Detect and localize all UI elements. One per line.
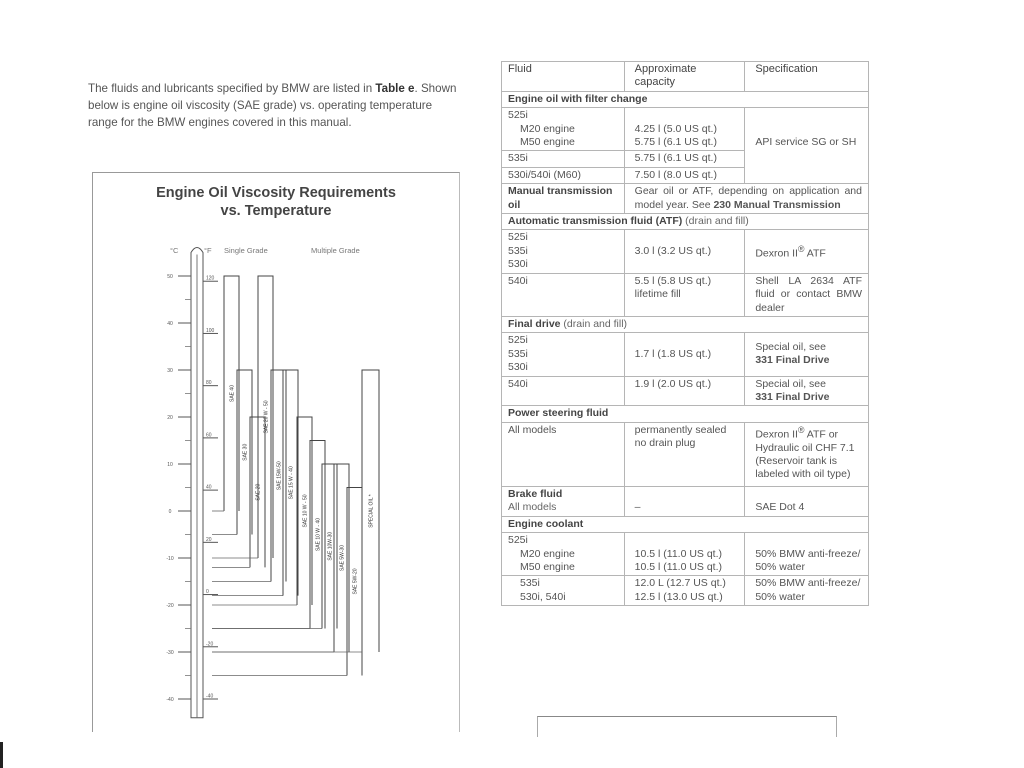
model-label: 535i [520, 577, 540, 590]
section-brake-fluid [502, 486, 869, 516]
celsius-tick-label: 50 [167, 274, 173, 280]
section-title: Engine coolant [502, 516, 869, 532]
table-row [502, 576, 869, 606]
celsius-tick-label: 0 [168, 509, 172, 515]
fluids-table [501, 61, 869, 606]
manual-reference: 230 Manual Transmission [713, 198, 841, 211]
spec-value: Dexron II [755, 428, 798, 441]
model-label: 525i 535i 530i [502, 230, 625, 273]
section-power-steering [502, 406, 869, 422]
table-row [502, 376, 869, 406]
single-grade-label: Single Grade [224, 246, 268, 255]
model-label: All models [502, 422, 625, 486]
grade-label: SAE 10W-30 [327, 531, 334, 561]
table-row [502, 533, 869, 576]
fahrenheit-tick-label: 120 [206, 275, 215, 282]
spec-value: Shell LA 2634 ATF fluid or contact BMW dealer [745, 273, 869, 316]
capacity-value: 5.5 l (5.8 US qt.) lifetime fill [624, 273, 745, 316]
next-table-edge [537, 716, 837, 737]
grade-label: SAE 20 W - 50 [263, 400, 270, 434]
model-label: 540i [502, 273, 625, 316]
fahrenheit-tick-label: -20 [206, 641, 214, 648]
spec-value: API service SG or SH [755, 136, 857, 149]
capacity-value: 10.5 l (11.0 US qt.) [634, 560, 723, 573]
section-title: Manual transmission oil [502, 184, 625, 214]
header-fluid: Fluid [502, 62, 625, 92]
table-row [502, 273, 869, 316]
fahrenheit-tick-label: 0 [206, 589, 209, 596]
model-label: 525i [508, 534, 528, 547]
engine-label: M20 engine [520, 547, 575, 560]
grade-label: SAE 15 W - 40 [288, 466, 295, 500]
model-label: 530i, 540i [520, 590, 566, 603]
section-title: Final drive [508, 317, 561, 330]
section-title: Power steering fluid [502, 406, 869, 422]
capacity-value: 5.75 l (6.1 US qt.) [624, 151, 745, 167]
capacity-value: 1.7 l (1.8 US qt.) [624, 333, 745, 376]
section-engine-coolant [502, 516, 869, 532]
table-reference: Table e [375, 82, 415, 95]
spec-value-suffix: ATF or Hydraulic oil CHF 7.1 (Reservoir tank is labeled with oil type) [755, 428, 855, 481]
model-label: 535i [502, 151, 625, 167]
intro-text-end: . Shown below is engine oil viscosity (SAE grade) vs. operating temperature range for the BMW engines covered in this manual. [88, 82, 457, 129]
section-final-drive [502, 316, 869, 332]
section-title: Engine oil with filter change [502, 91, 869, 107]
spec-value: 50% BMW anti-freeze/ 50% water [755, 547, 861, 573]
model-label: 525i [508, 109, 528, 122]
spec-value: 50% BMW anti-freeze/ 50% water [745, 576, 869, 606]
celsius-tick-label: 10 [167, 462, 173, 468]
celsius-tick-label: -30 [166, 650, 174, 656]
grade-label: SAE 40 [229, 385, 236, 402]
section-note: (drain and fill) [682, 215, 749, 228]
grade-label: SAE 5W-20 [352, 568, 359, 595]
section-title: Brake fluid [508, 487, 563, 500]
section-manual-transmission [502, 184, 869, 214]
table-row [502, 230, 869, 273]
engine-label: M50 engine [520, 136, 575, 149]
grade-label: SAE 15W-50 [276, 461, 283, 491]
grade-label: SAE 20 [255, 483, 262, 501]
celsius-tick-label: -20 [166, 603, 174, 609]
capacity-value: 10.5 l (11.0 US qt.) [634, 547, 723, 560]
scan-edge-mark [0, 742, 3, 768]
chart-title-line1: Engine Oil Viscosity Requirements [156, 185, 396, 201]
celsius-tick-label: 20 [167, 415, 173, 421]
fahrenheit-unit-label: °F [204, 246, 212, 255]
model-label: 525i 535i 530i [502, 333, 625, 376]
registered-mark: ® [797, 424, 805, 435]
spec-reference: 331 Final Drive [755, 354, 830, 367]
fahrenheit-tick-label: 80 [206, 380, 212, 387]
capacity-value: 1.9 l (2.0 US qt.) [624, 376, 745, 406]
grade-label: SAE 30 [242, 443, 249, 461]
grade-label: SAE 10 W - 50 [302, 494, 309, 528]
spec-reference: 331 Final Drive [755, 390, 830, 403]
table-row [502, 333, 869, 376]
celsius-tick-label: -10 [166, 556, 174, 562]
fahrenheit-tick-label: 100 [206, 327, 215, 334]
capacity-value: 5.75 l (6.1 US qt.) [634, 136, 717, 149]
table-header-row [502, 62, 869, 92]
header-specification: Specification [745, 62, 869, 92]
registered-mark: ® [797, 243, 805, 254]
capacity-value: permanently sealed no drain plug [624, 422, 745, 486]
capacity-value: 7.50 l (8.0 US qt.) [624, 167, 745, 183]
spec-value: Dexron II [755, 247, 798, 260]
model-label: 530i/540i (M60) [502, 167, 625, 183]
capacity-value: – [624, 486, 745, 516]
celsius-tick-label: 40 [167, 321, 173, 327]
celsius-unit-label: °C [170, 246, 179, 255]
celsius-tick-label: 30 [167, 368, 173, 374]
capacity-value: 4.25 l (5.0 US qt.) [634, 122, 717, 135]
thermometer [191, 248, 203, 718]
capacity-value: 12.0 L (12.7 US qt.) [634, 577, 726, 590]
fahrenheit-tick-label: 60 [206, 432, 212, 439]
table-row [502, 108, 869, 151]
spec-value: Special oil, see [755, 341, 826, 354]
manual-text: Gear oil or ATF, depending on application and model year. See [634, 185, 862, 211]
fahrenheit-tick-label: 20 [206, 536, 212, 543]
spec-value: Special oil, see [755, 377, 826, 390]
chart-title-line2: vs. Temperature [220, 203, 332, 219]
model-label: 540i [502, 376, 625, 406]
temperature-scale [166, 274, 218, 703]
grade-label: SAE 10 W - 40 [315, 517, 322, 552]
header-capacity: Approximate capacity [624, 62, 745, 92]
table-row [502, 422, 869, 486]
fahrenheit-tick-label: -40 [206, 693, 214, 700]
celsius-tick-label: -40 [166, 697, 174, 703]
grade-label: SAE 5W-30 [339, 544, 346, 572]
section-title: Automatic transmission fluid (ATF) [508, 215, 683, 228]
engine-label: M20 engine [520, 122, 575, 135]
grade-label: SPECIAL OIL * [368, 494, 375, 528]
engine-label: M50 engine [520, 560, 575, 573]
grade-bars [212, 276, 379, 676]
section-note: (drain and fill) [560, 317, 628, 330]
section-atf [502, 214, 869, 230]
model-label: All models [508, 501, 557, 514]
intro-text: The fluids and lubricants specified by BMW are listed in [88, 82, 376, 95]
fahrenheit-tick-label: 40 [206, 484, 212, 491]
capacity-value: 12.5 l (13.0 US qt.) [634, 590, 723, 603]
multiple-grade-label: Multiple Grade [311, 246, 360, 255]
capacity-value: 3.0 l (3.2 US qt.) [624, 230, 745, 273]
spec-value-suffix: ATF [804, 247, 826, 260]
spec-value: SAE Dot 4 [745, 486, 869, 516]
section-engine-oil [502, 91, 869, 107]
